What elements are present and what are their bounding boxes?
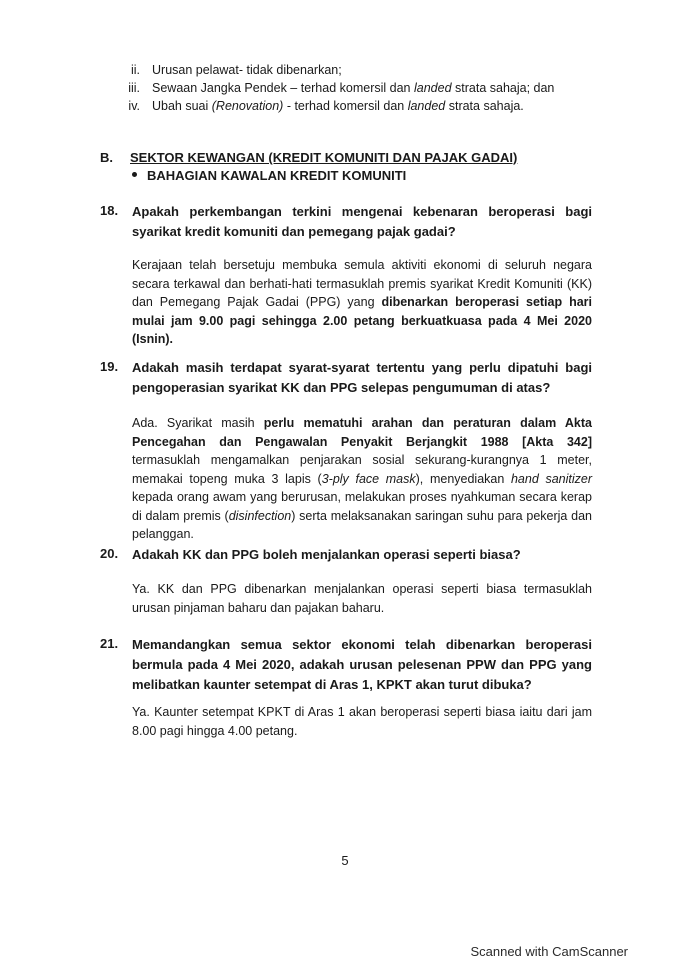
list-item-number: ii.: [130, 63, 140, 77]
question-text: Adakah masih terdapat syarat-syarat tertentu yang perlu dipatuhi bagi pengoperasian syarikat KK dan PPG selepas pengumuman di atas?: [132, 360, 592, 395]
answer-text: Kerajaan telah bersetuju membuka semula aktiviti ekonomi di seluruh negara secara terkawal dan berhati-hati termasuklah premis syarikat Kredit Komuniti (KK) dan Pemegang Pajak Gadai (PPG) yang dibenarkan beroperasi setiap hari mulai jam 9.00 pagi sehingga 2.00 petang berkuatkuasa pada 4 Mei 2020 (Isnin).: [132, 258, 592, 346]
question-number: 18.: [100, 203, 119, 218]
list-item-text: Ubah suai (Renovation) - terhad komersil dan landed strata sahaja.: [152, 99, 524, 113]
question-text: Apakah perkembangan terkini mengenai kebenaran beroperasi bagi syarikat kredit komuniti dan pemegang pajak gadai?: [132, 204, 592, 239]
question-number: 21.: [100, 636, 119, 651]
list-item: [0, 62, 690, 79]
bullet-icon: [132, 172, 137, 177]
section-letter: B.: [100, 150, 113, 165]
question-number: 20.: [100, 546, 119, 561]
answer-text: Ada. Syarikat masih perlu mematuhi arahan dan peraturan dalam Akta Pencegahan dan Pengawalan Penyakit Berjangkit 1988 [Akta 342] termasuklah mengamalkan penjarakan sosial sekurang-kurangnya 1 meter, memakai topeng muka 3 lapis (3-ply face mask), menyediakan hand sanitizer kepada orang awam yang berurusan, melakukan proses nyahkuman secara kerap di dalam premis (disinfection) serta melaksanakan saringan suhu para pekerja dan pelanggan.: [132, 416, 593, 541]
question-number: 19.: [100, 359, 119, 374]
list-item-number: iv.: [128, 99, 140, 113]
scanner-watermark: Scanned with CamScanner: [470, 944, 628, 959]
section-title: SEKTOR KEWANGAN (KREDIT KOMUNITI DAN PAJAK GADAI): [130, 150, 518, 165]
list-item-text: Sewaan Jangka Pendek – terhad komersil dan landed strata sahaja; dan: [152, 81, 555, 95]
answer-text: Ya. KK dan PPG dibenarkan menjalankan operasi seperti biasa termasuklah urusan pinjaman baharu dan pajakan baharu.: [132, 582, 592, 615]
page-number: 5: [341, 853, 349, 868]
list-item-number: iii.: [128, 81, 140, 95]
list-item: [0, 80, 690, 97]
subheading: [132, 168, 406, 183]
question-text: Adakah KK dan PPG boleh menjalankan operasi seperti biasa?: [132, 547, 521, 562]
list-item: [0, 98, 690, 115]
answer-text: Ya. Kaunter setempat KPKT di Aras 1 akan beroperasi seperti biasa iaitu dari jam 8.00 pagi hingga 4.00 petang.: [132, 705, 592, 738]
question-text: Memandangkan semua sektor ekonomi telah dibenarkan beroperasi bermula pada 4 Mei 2020, adakah urusan pelesenan PPW dan PPG yang melibatkan kaunter setempat di Aras 1, KPKT akan turut dibuka?: [132, 637, 592, 692]
subheading-text: BAHAGIAN KAWALAN KREDIT KOMUNITI: [147, 168, 407, 183]
list-item-text: Urusan pelawat- tidak dibenarkan;: [152, 63, 342, 77]
